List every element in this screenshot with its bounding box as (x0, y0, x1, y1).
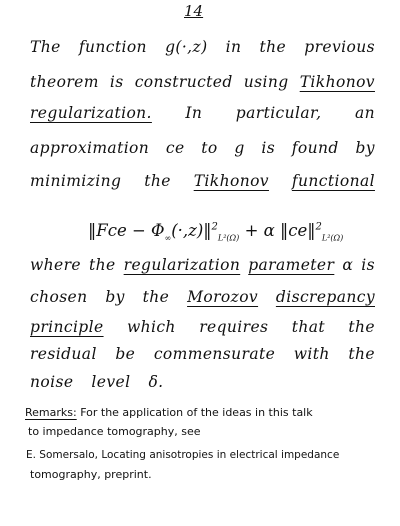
word: noise (30, 373, 74, 391)
word: is (261, 139, 276, 157)
word: which (126, 318, 176, 336)
exponent-2: 2 (315, 221, 322, 233)
word: in (225, 38, 242, 56)
word-underlined: functional (291, 172, 375, 190)
word: level (91, 373, 131, 391)
text-line-2 (30, 73, 375, 91)
word: that (291, 318, 326, 336)
word: previous (304, 38, 375, 56)
word: approximation (30, 139, 150, 157)
word: the (142, 288, 170, 306)
text-line-1 (30, 38, 375, 56)
text-line-9 (30, 345, 375, 363)
word: chosen (30, 288, 88, 306)
word: the (89, 256, 116, 274)
word: the (348, 318, 375, 336)
word: requires (199, 318, 269, 336)
word: the (348, 345, 375, 363)
word-underlined: Tikhonov (193, 172, 269, 190)
word: The (30, 38, 61, 56)
norm-1-subscript: L²(Ω) (217, 233, 240, 243)
equation-penalty: + α ‖ce‖ (244, 221, 316, 240)
word-underlined: discrepancy (275, 288, 375, 306)
reference-text: tomography, preprint. (30, 468, 152, 481)
remarks-text: to impedance tomography, see (28, 425, 201, 438)
equation-lhs: ‖Fce − Φ (88, 221, 165, 240)
text-line-6 (30, 256, 375, 274)
word: g(·,z) (165, 38, 208, 56)
remarks-line-2 (28, 425, 388, 438)
word: the (144, 172, 171, 190)
text-line-3 (30, 104, 375, 122)
remarks-label: Remarks: (25, 406, 77, 419)
word: residual (30, 345, 97, 363)
word: ce (165, 139, 185, 157)
word-underlined: regularization. (30, 104, 152, 122)
word: be (115, 345, 136, 363)
phi-subscript: ∞ (164, 233, 172, 243)
text-line-10 (30, 373, 375, 391)
word: In (185, 104, 203, 122)
word-underlined: regularization (123, 256, 241, 274)
word: by (355, 139, 375, 157)
word-underlined: principle (30, 318, 104, 336)
word: found (291, 139, 339, 157)
word-underlined: Morozov (187, 288, 259, 306)
word-underlined: parameter (248, 256, 335, 274)
word: theorem (30, 73, 99, 91)
word: is (361, 256, 375, 274)
tikhonov-functional-equation (88, 221, 343, 242)
word: constructed (134, 73, 233, 91)
word: by (105, 288, 125, 306)
remarks-line-4 (30, 468, 390, 481)
remarks-line-1 (25, 406, 385, 419)
word-underlined: Tikhonov (299, 73, 375, 91)
word: to (201, 139, 218, 157)
page-number: 14 (184, 2, 204, 20)
exponent-1: 2 (211, 221, 218, 233)
word: the (259, 38, 287, 56)
text-line-4 (30, 139, 375, 157)
text-line-5 (30, 172, 375, 190)
equation-args: (·,z)‖ (171, 221, 212, 240)
word: is (109, 73, 124, 91)
word: using (243, 73, 289, 91)
word: minimizing (30, 172, 122, 190)
word: an (354, 104, 375, 122)
word: function (78, 38, 147, 56)
remarks-text: For the application of the ideas in this talk (80, 406, 313, 419)
remarks-line-3 (26, 449, 386, 461)
text-line-8 (30, 318, 375, 336)
text-line-7 (30, 288, 375, 306)
word: δ. (148, 373, 164, 391)
norm-2-subscript: L²(Ω) (321, 233, 344, 243)
reference-text: E. Somersalo, Locating anisotropies in electrical impedance (26, 449, 340, 461)
word: where (30, 256, 82, 274)
word: commensurate (153, 345, 276, 363)
word: g (234, 139, 245, 157)
word: with (293, 345, 330, 363)
word: particular, (235, 104, 322, 122)
word: α (342, 256, 354, 274)
